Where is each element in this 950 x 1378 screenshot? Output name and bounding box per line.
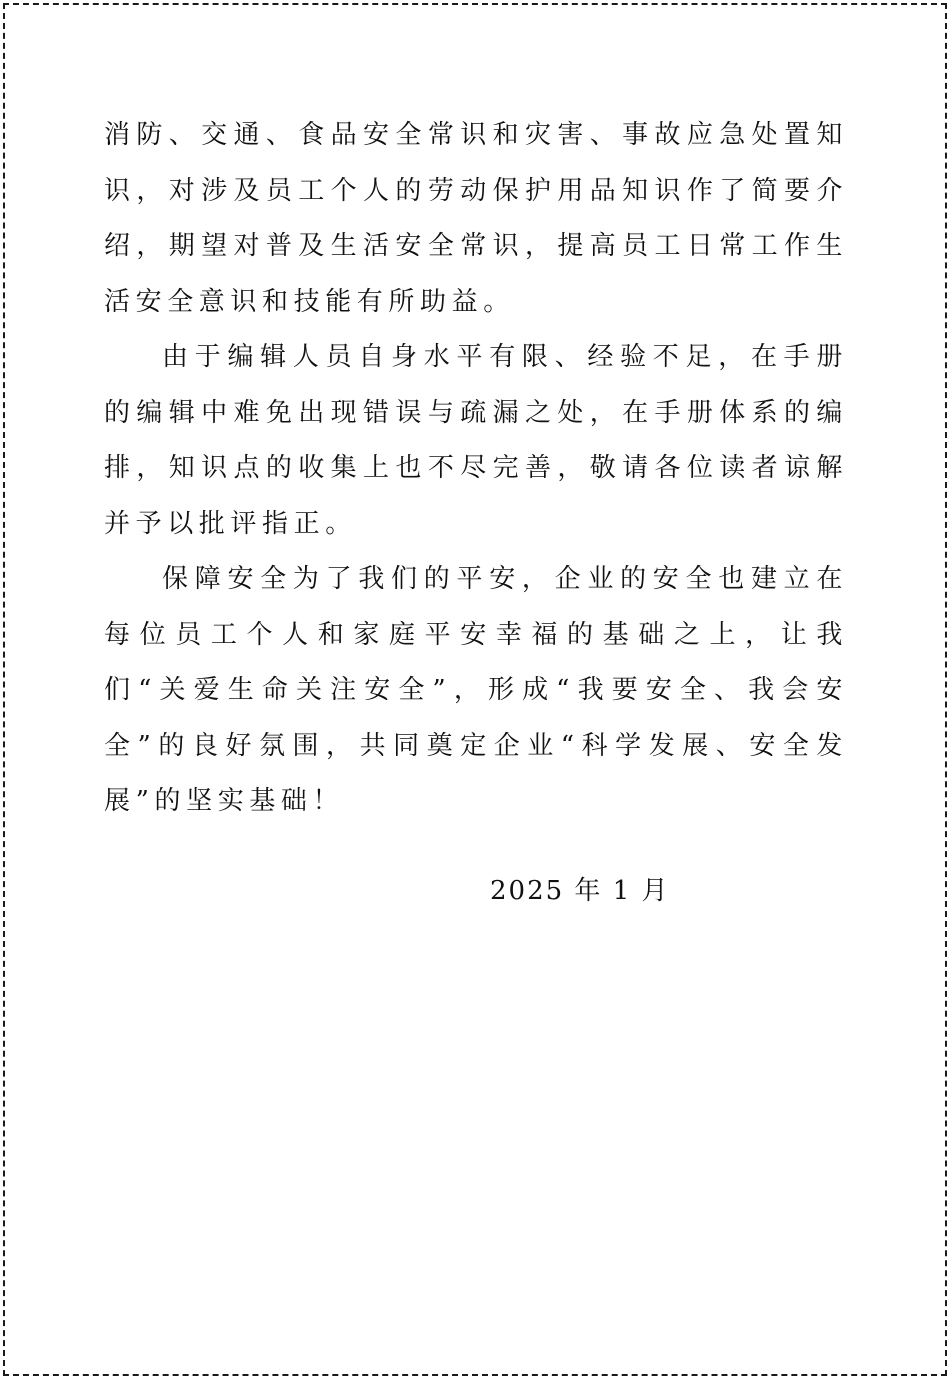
document-body (104, 108, 848, 919)
paragraph-editor-disclaimer: 由于编辑人员自身水平有限、经验不足，在手册的编辑中难免出现错误与疏漏之处，在手册体系的编排，知识点的收集上也不尽完善，敬请各位读者谅解并予以批评指正。 (104, 342, 848, 539)
paragraph-intro-continuation: 消防、交通、食品安全常识和灾害、事故应急处置知识，对涉及员工个人的劳动保护用品知识作了简要介绍，期望对普及生活安全常识，提高员工日常工作生活安全意识和技能有所助益。 (104, 120, 848, 317)
document-date: 2025 年 1 月 (490, 875, 670, 906)
paragraph-safety-appeal: 保障安全为了我们的平安，企业的安全也建立在每位员工个人和家庭平安幸福的基础之上，让我们“关爱生命关注安全”，形成“我要安全、我会安全”的良好氛围，共同奠定企业“科学发展、安全发展”的坚实基础！ (104, 564, 848, 816)
